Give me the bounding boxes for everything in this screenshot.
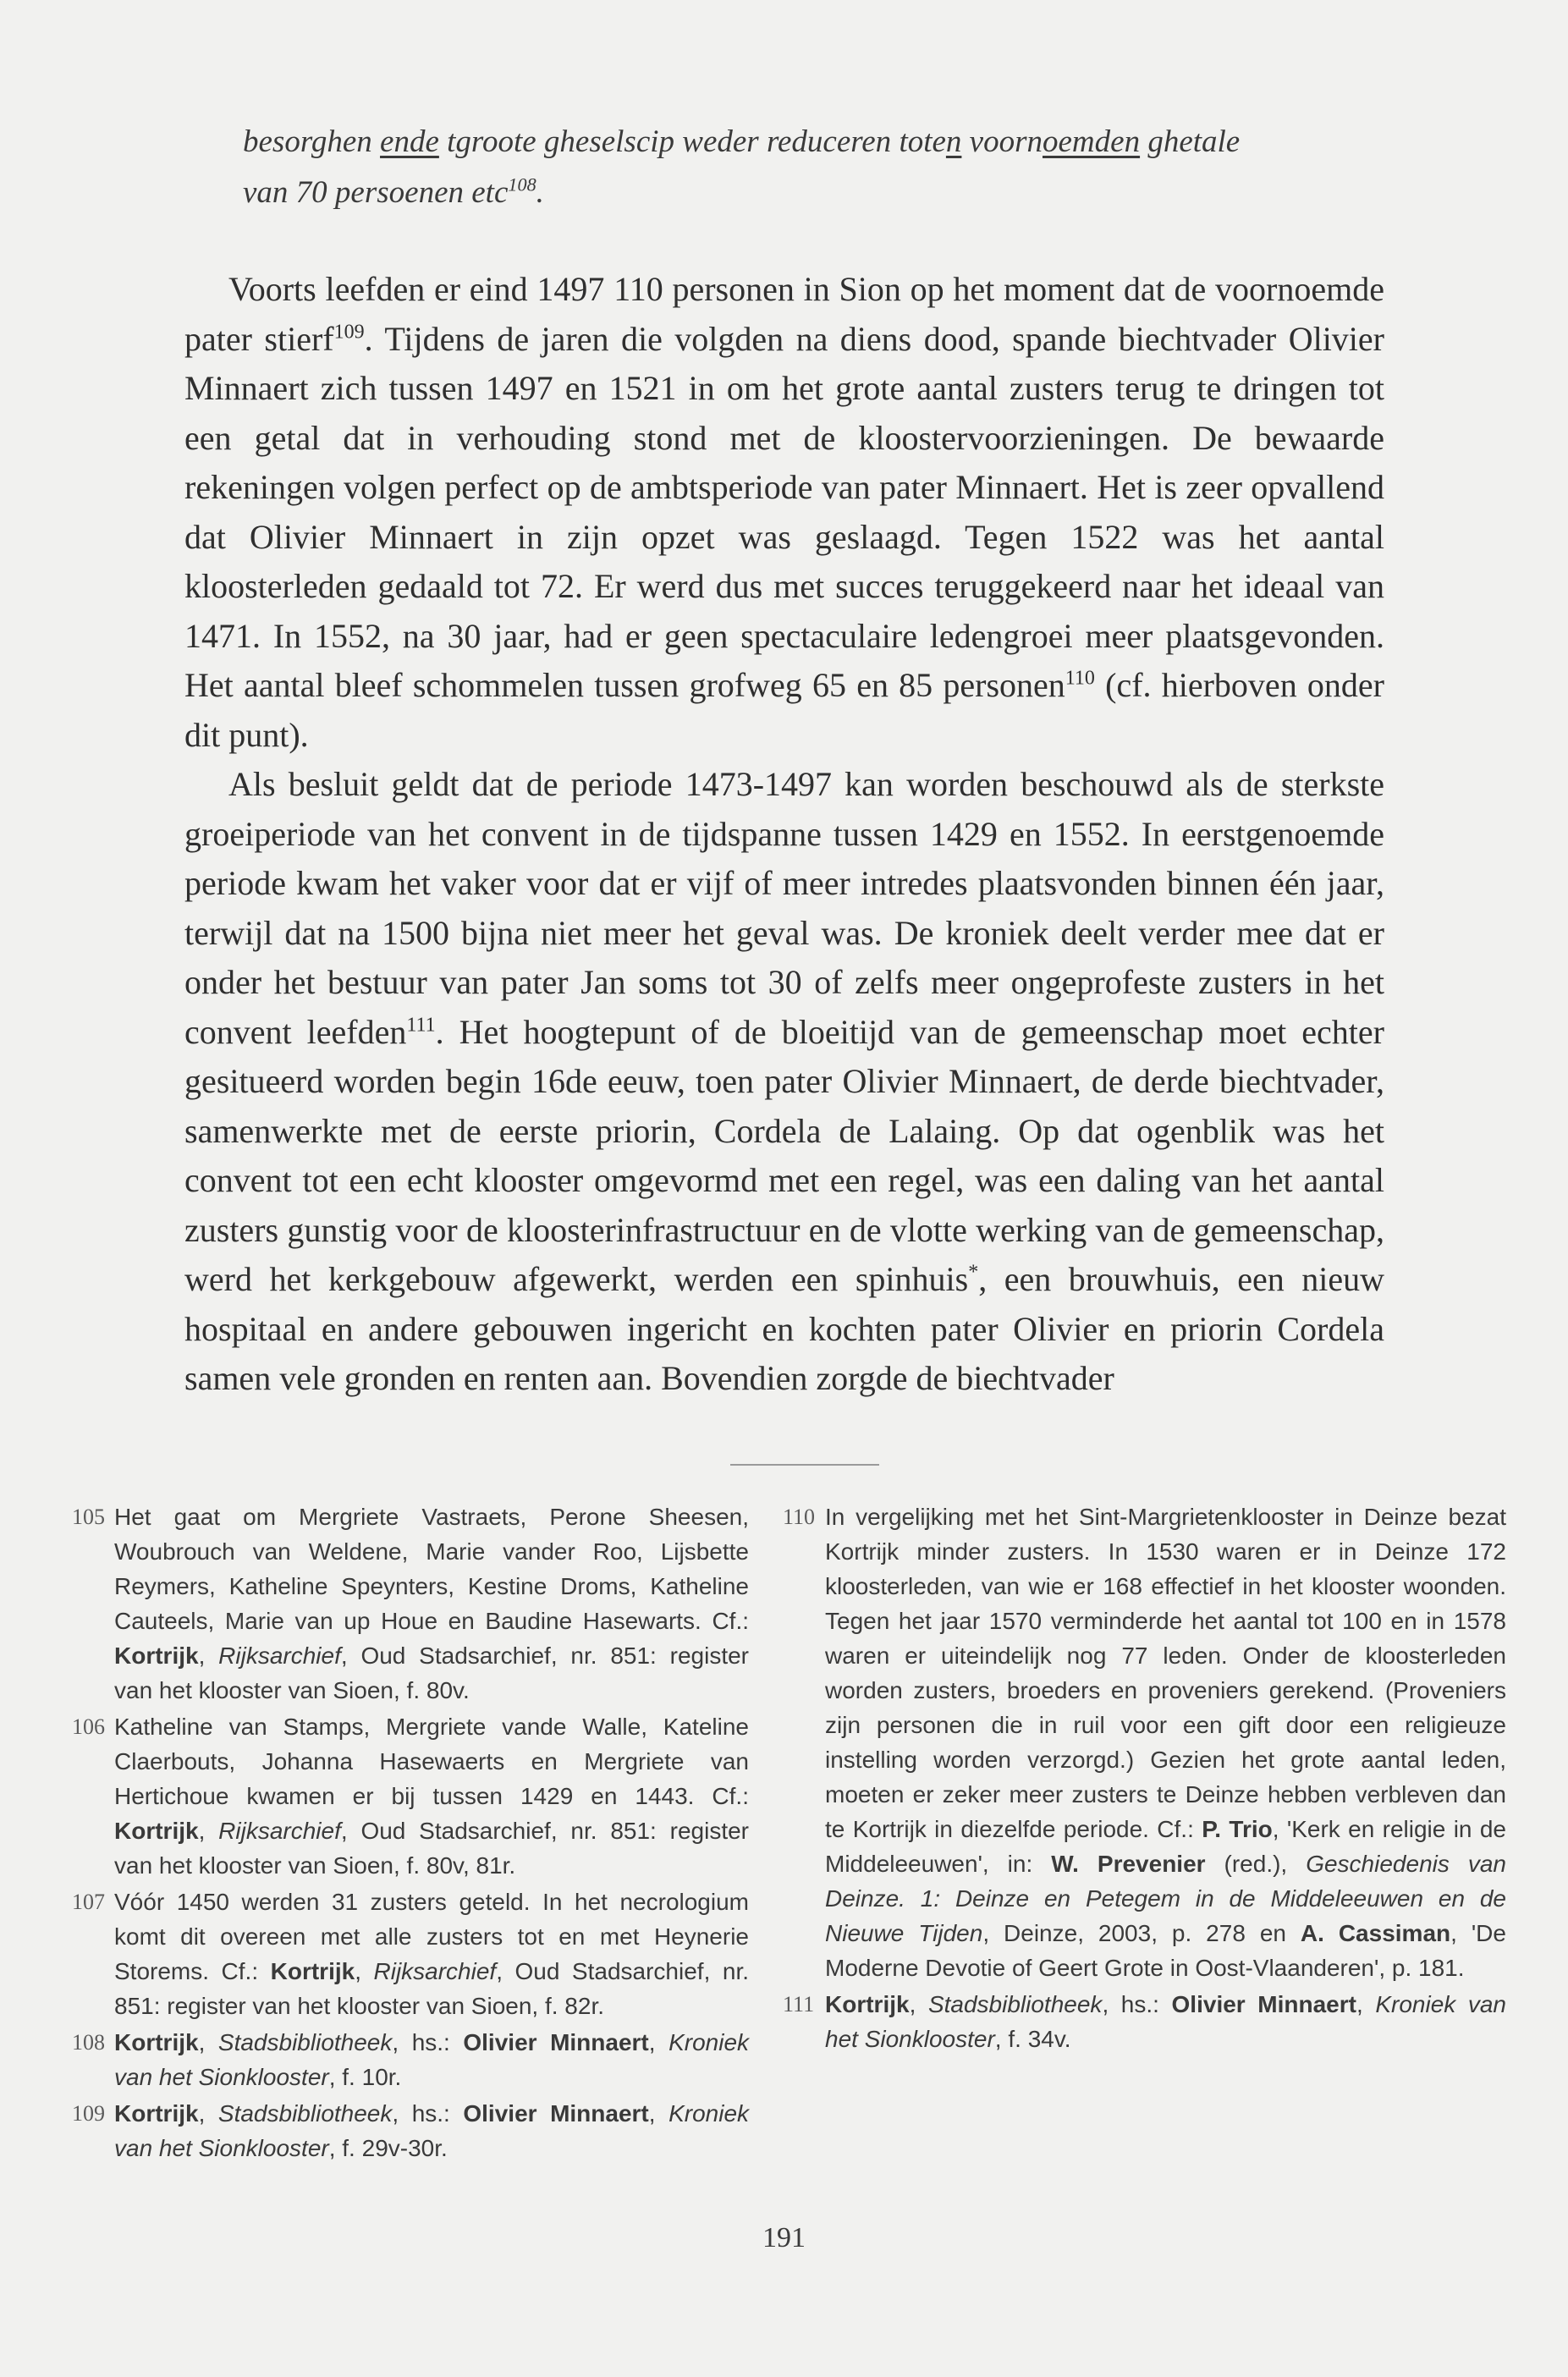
quote-text: tgroote gheselscip weder reduceren <box>438 124 900 159</box>
footnote-text: Katheline van Stamps, Mergriete vande Walle, Kateline Claerbouts, Johanna Hasewaerts en Mergriete van Hertichoue kwamen er bij tussen 1429 en 1443. Cf.: <box>114 1714 749 1809</box>
footnote-bold: Kortrijk <box>825 1991 910 2017</box>
footnote-italic: Kroniek van het Sionklooster <box>825 1991 1506 2052</box>
paragraph-text: , een brouwhuis, een nieuw hospitaal en andere gebouwen ingericht en kochten pater Olivier en priorin Cordela samen vele gronden en renten aan. Bovendien zorgde de biechtvader <box>184 1260 1384 1397</box>
footnotes-left-column <box>72 1499 749 2167</box>
footnote-bold: A. Cassiman <box>1300 1920 1451 1946</box>
footnote-italic: Stadsbibliotheek <box>217 2100 393 2127</box>
body-text <box>184 265 1384 1404</box>
footnote-bold: Olivier Minnaert <box>1171 1991 1356 2017</box>
quote-text: tote <box>899 124 946 159</box>
footnote-111 <box>783 1987 1506 2056</box>
footnote-text: , hs.: <box>392 2029 464 2055</box>
quotation <box>243 117 1411 218</box>
footnote-italic: Geschiedenis van Deinze. 1: Deinze en Petegem in de Middeleeuwen en de Nieuwe Tijden <box>825 1851 1506 1946</box>
footnote-text: , <box>648 2100 669 2127</box>
footnote-bold: Olivier Minnaert <box>463 2029 649 2055</box>
footnote-bold: Kortrijk <box>114 1818 199 1844</box>
quote-text: voorn <box>961 124 1043 159</box>
footnote-bold: W. Prevenier <box>1051 1851 1206 1877</box>
paragraph-text: Als besluit geldt dat de periode 1473-1497 kan worden beschouwd als de sterkste groeiperiode van het convent in de tijdspanne tussen 1429 en 1552. In eerstgenoemde periode kwam het vaker voor dat er vijf of meer intredes plaatsvonden binnen één jaar, terwijl dat na 1500 bijna niet meer het geval was. De kroniek deelt verder mee dat er onder het bestuur van pater Jan soms tot 30 of zelfs meer ongeprofeste zusters in het convent leefden <box>184 765 1384 1051</box>
footnote-text: , f. 29v-30r. <box>328 2135 448 2161</box>
footnote-ref: 108 <box>508 173 536 195</box>
page-number: 191 <box>762 2222 806 2253</box>
paragraph-text: . Het hoogtepunt of de bloeitijd van de gemeenschap moet echter gesitueerd worden begin 16de eeuw, toen pater Olivier Minnaert, de derde biechtvader, samenwerkte met de eerste priorin, Cordela de Lalaing. Op dat ogenblik was het convent tot een echt klooster omgevormd met een regel, was een daling van het aantal zusters gunstig voor de kloosterinfrastructuur en de vlotte werking van de gemeenschap, werd het kerkgebouw afgewerkt, werden een spinhuis <box>184 1012 1384 1298</box>
paragraph-1 <box>184 265 1384 760</box>
footnote-109 <box>72 2096 749 2165</box>
footnote-ref: 109 <box>333 321 365 344</box>
footnote-110 <box>783 1499 1506 1985</box>
footnote-text: , hs.: <box>392 2100 464 2127</box>
footnote-bold: Kortrijk <box>270 1958 355 1984</box>
footnote-text: , Oud Stadsarchief, nr. 851: register van het klooster van Sioen, f. 80v. <box>114 1642 750 1703</box>
footnote-108 <box>72 2025 749 2094</box>
footnote-number: 106 <box>72 1714 105 1739</box>
quote-text: . <box>536 175 544 210</box>
footnote-bold: Olivier Minnaert <box>463 2100 649 2127</box>
paragraph-text: Voorts leefden er eind 1497 110 personen in Sion op het moment dat de voornoemde pater stierf <box>184 270 1384 358</box>
footnote-text: , <box>909 1991 928 2017</box>
footnote-number: 107 <box>72 1890 105 1914</box>
footnote-bold: Kortrijk <box>114 1642 199 1669</box>
footnote-text: , hs.: <box>1102 1991 1172 2017</box>
footnote-text: , 'De Moderne Devotie of Geert Grote in Oost-Vlaanderen', p. 181. <box>825 1920 1506 1981</box>
quote-underlined: ende <box>380 124 439 159</box>
quote-text: van 70 persoenen etc <box>243 175 509 210</box>
footnote-italic: Rijksarchief <box>218 1818 341 1844</box>
footnote-text: , <box>198 1642 219 1669</box>
paragraph-2 <box>184 760 1384 1404</box>
footnote-text: , 'Kerk en religie in de Middeleeuwen', in: <box>825 1816 1506 1877</box>
quote-text: ghetale <box>1140 124 1241 159</box>
footnote-text: , f. 10r. <box>328 2064 402 2090</box>
paragraph-text: (cf. hierboven onder dit punt). <box>184 666 1384 754</box>
footnote-italic: Stadsbibliotheek <box>927 1991 1103 2017</box>
footnote-text: , Oud Stadsarchief, nr. 851: register van het klooster van Sioen, f. 82r. <box>114 1958 749 2019</box>
footnote-number: 108 <box>72 2030 105 2055</box>
footnote-text: Het gaat om Mergriete Vastraets, Perone Sheesen, Woubrouch van Weldene, Marie vander Roo, Lijsbette Reymers, Katheline Speynters, Kestine Droms, Katheline Cauteels, Marie van up Houe en Baudine Hasewarts. Cf.: <box>114 1504 749 1634</box>
footnote-text: , <box>355 1958 374 1984</box>
footnote-bold: P. Trio <box>1202 1816 1273 1842</box>
footnotes-right-column <box>783 1499 1506 2058</box>
footnote-italic: Stadsbibliotheek <box>217 2029 393 2055</box>
footnote-text: , <box>198 2100 218 2127</box>
footnote-text: Vóór 1450 werden 31 zusters geteld. In het necrologium komt dit overeen met alle zusters tot en met Heynerie Storems. Cf.: <box>114 1889 749 1984</box>
footnote-text: , <box>198 2029 218 2055</box>
footnote-text: (red.), <box>1205 1851 1307 1877</box>
footnote-italic: Rijksarchief <box>218 1642 341 1669</box>
footnote-text: , <box>648 2029 669 2055</box>
footnote-ref: 111 <box>406 1014 436 1037</box>
footnote-italic: Rijksarchief <box>373 1958 497 1984</box>
footnote-ref: 110 <box>1065 667 1095 690</box>
footnote-number: 105 <box>72 1505 105 1529</box>
quote-underlined: n <box>945 124 962 159</box>
footnote-text: , <box>198 1818 219 1844</box>
footnote-text: , f. 34v. <box>994 2026 1071 2052</box>
footnote-number: 109 <box>72 2101 105 2126</box>
footnote-ref: * <box>968 1261 979 1284</box>
quote-text: besorghen <box>243 124 381 159</box>
footnote-text: , Oud Stadsarchief, nr. 851: register van het klooster van Sioen, f. 80v, 81r. <box>114 1818 750 1879</box>
footnote-bold: Kortrijk <box>114 2029 199 2055</box>
quote-underlined: oemden <box>1043 124 1141 159</box>
footnote-105 <box>72 1499 749 1708</box>
footnote-106 <box>72 1709 749 1883</box>
footnote-italic: Kroniek van het Sionklooster <box>114 2100 750 2161</box>
footnote-divider <box>730 1464 879 1466</box>
footnote-bold: Kortrijk <box>114 2100 199 2127</box>
footnote-107 <box>72 1885 749 2023</box>
footnote-text: In vergelijking met het Sint-Margrietenklooster in Deinze bezat Kortrijk minder zusters. In 1530 waren er in Deinze 172 kloosterleden, van wie er 168 effectief in het klooster woonden. Tegen het jaar 1570 verminderde het aantal tot 100 en in 1578 waren er uiteindelijk nog 77 leden. Onder de kloosterleden worden zusters, broeders en proveniers gerekend. (Proveniers zijn personen die in ruil voor een gift door een religieuze instelling worden verzorgd.) Gezien het grote aantal leden, moeten er zeker meer zusters te Deinze hebben verbleven dan te Kortrijk in diezelfde periode. Cf.: <box>825 1504 1506 1842</box>
footnote-number: 111 <box>783 1992 815 2017</box>
paragraph-text: . Tijdens de jaren die volgden na diens dood, spande biechtvader Olivier Minnaert zich tussen 1497 en 1521 in om het grote aantal zusters terug te dringen tot een getal dat in verhouding stond met de kloostervoorzieningen. De bewaarde rekeningen volgen perfect op de ambtsperiode van pater Minnaert. Het is zeer opvallend dat Olivier Minnaert in zijn opzet was geslaagd. Tegen 1522 was het aantal kloosterleden gedaald tot 72. Er werd dus met succes teruggekeerd naar het ideaal van 1471. In 1552, na 30 jaar, had er geen spectaculaire ledengroei meer plaatsgevonden. Het aantal bleef schommelen tussen grofweg 65 en 85 personen <box>184 319 1384 704</box>
footnote-italic: Kroniek van het Sionklooster <box>114 2029 750 2090</box>
footnote-text: , Deinze, 2003, p. 278 en <box>982 1920 1301 1946</box>
footnote-text: , <box>1356 1991 1376 2017</box>
footnote-number: 110 <box>783 1505 816 1529</box>
